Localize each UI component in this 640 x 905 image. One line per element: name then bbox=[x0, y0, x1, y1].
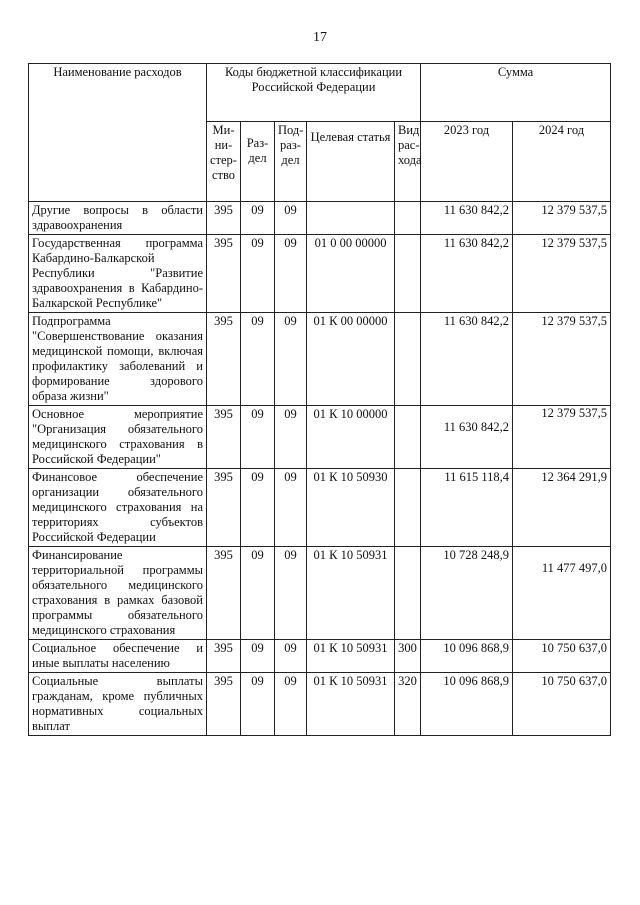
row-type bbox=[395, 547, 421, 640]
row-name: Социальные выплаты гражданам, кроме публичных нормативных социальных выплат bbox=[29, 673, 207, 736]
row-type bbox=[395, 406, 421, 469]
row-target: 01 К 10 50931 bbox=[307, 640, 395, 673]
row-subsection: 09 bbox=[275, 235, 307, 313]
row-type: 320 bbox=[395, 673, 421, 736]
page-number: 17 bbox=[313, 30, 327, 45]
row-amount-2023: 11 630 842,2 bbox=[421, 202, 513, 235]
row-ministry: 395 bbox=[207, 640, 241, 673]
row-target: 01 К 10 50931 bbox=[307, 673, 395, 736]
row-section: 09 bbox=[241, 469, 275, 547]
header-target: Целевая статья bbox=[307, 122, 395, 202]
table-row bbox=[29, 235, 611, 313]
row-amount-2023: 10 096 868,9 bbox=[421, 673, 513, 736]
row-target bbox=[307, 202, 395, 235]
row-target: 01 К 10 50930 bbox=[307, 469, 395, 547]
row-name: Социальное обеспечение и иные выплаты населению bbox=[29, 640, 207, 673]
row-target: 01 0 00 00000 bbox=[307, 235, 395, 313]
row-amount-2024: 12 379 537,5 bbox=[513, 235, 611, 313]
row-amount-2024: 11 477 497,0 bbox=[513, 547, 611, 640]
row-section: 09 bbox=[241, 313, 275, 406]
row-section: 09 bbox=[241, 547, 275, 640]
row-type bbox=[395, 202, 421, 235]
row-section: 09 bbox=[241, 406, 275, 469]
table-row bbox=[29, 313, 611, 406]
row-amount-2023: 11 630 842,2 bbox=[421, 235, 513, 313]
row-target: 01 К 00 00000 bbox=[307, 313, 395, 406]
row-target: 01 К 10 00000 bbox=[307, 406, 395, 469]
row-name: Основное мероприятие "Организация обязательного медицинского страхования в Российской Федерации" bbox=[29, 406, 207, 469]
row-subsection: 09 bbox=[275, 469, 307, 547]
row-type bbox=[395, 313, 421, 406]
row-ministry: 395 bbox=[207, 313, 241, 406]
row-name: Финансовое обеспечение организации обязательного медицинского страхования на территориях субъектов Российской Федерации bbox=[29, 469, 207, 547]
header-section: Раз-дел bbox=[241, 122, 275, 202]
row-section: 09 bbox=[241, 202, 275, 235]
row-name: Другие вопросы в области здравоохранения bbox=[29, 202, 207, 235]
row-amount-2023: 11 630 842,2 bbox=[421, 313, 513, 406]
row-amount-2024: 12 379 537,5 bbox=[513, 202, 611, 235]
row-amount-2023: 10 096 868,9 bbox=[421, 640, 513, 673]
row-subsection: 09 bbox=[275, 406, 307, 469]
row-ministry: 395 bbox=[207, 202, 241, 235]
row-subsection: 09 bbox=[275, 202, 307, 235]
row-amount-2023: 10 728 248,9 bbox=[421, 547, 513, 640]
row-target: 01 К 10 50931 bbox=[307, 547, 395, 640]
row-subsection: 09 bbox=[275, 673, 307, 736]
header-year-2024: 2024 год bbox=[513, 122, 611, 202]
row-subsection: 09 bbox=[275, 640, 307, 673]
table-row bbox=[29, 406, 611, 469]
row-ministry: 395 bbox=[207, 673, 241, 736]
row-amount-2023: 11 615 118,4 bbox=[421, 469, 513, 547]
row-section: 09 bbox=[241, 235, 275, 313]
row-amount-2024: 12 379 537,5 bbox=[513, 313, 611, 406]
row-amount-2024: 10 750 637,0 bbox=[513, 673, 611, 736]
table-row bbox=[29, 547, 611, 640]
table-row bbox=[29, 469, 611, 547]
row-subsection: 09 bbox=[275, 313, 307, 406]
row-subsection: 09 bbox=[275, 547, 307, 640]
row-name: Государственная программа Кабардино-Балкарской Республики "Развитие здравоохранения в Кабардино-Балкарской Республике" bbox=[29, 235, 207, 313]
table-row bbox=[29, 202, 611, 235]
header-sum-group: Сумма bbox=[421, 64, 611, 122]
budget-table bbox=[28, 63, 611, 736]
table-row bbox=[29, 640, 611, 673]
header-codes-group: Коды бюджетной классификации Российской Федерации bbox=[207, 64, 421, 122]
row-name: Подпрограмма "Совершенствование оказания медицинской помощи, включая профилактику заболеваний и формирование здорового образа жизни" bbox=[29, 313, 207, 406]
header-year-2023: 2023 год bbox=[421, 122, 513, 202]
header-subsection: Под-раз-дел bbox=[275, 122, 307, 202]
row-type bbox=[395, 469, 421, 547]
header-name: Наименование расходов bbox=[29, 64, 207, 202]
row-amount-2024: 12 379 537,5 bbox=[513, 406, 611, 469]
row-type: 300 bbox=[395, 640, 421, 673]
row-type bbox=[395, 235, 421, 313]
header-type: Вид рас-хода bbox=[395, 122, 421, 202]
table-row bbox=[29, 673, 611, 736]
row-section: 09 bbox=[241, 673, 275, 736]
row-amount-2024: 12 364 291,9 bbox=[513, 469, 611, 547]
row-section: 09 bbox=[241, 640, 275, 673]
row-ministry: 395 bbox=[207, 406, 241, 469]
row-ministry: 395 bbox=[207, 547, 241, 640]
row-amount-2024: 10 750 637,0 bbox=[513, 640, 611, 673]
header-ministry: Ми-ни-стер-ство bbox=[207, 122, 241, 202]
row-amount-2023: 11 630 842,2 bbox=[421, 406, 513, 469]
row-ministry: 395 bbox=[207, 235, 241, 313]
row-name: Финансирование территориальной программы обязательного медицинского страхования в рамках базовой программы обязательного медицинского страхования bbox=[29, 547, 207, 640]
row-ministry: 395 bbox=[207, 469, 241, 547]
